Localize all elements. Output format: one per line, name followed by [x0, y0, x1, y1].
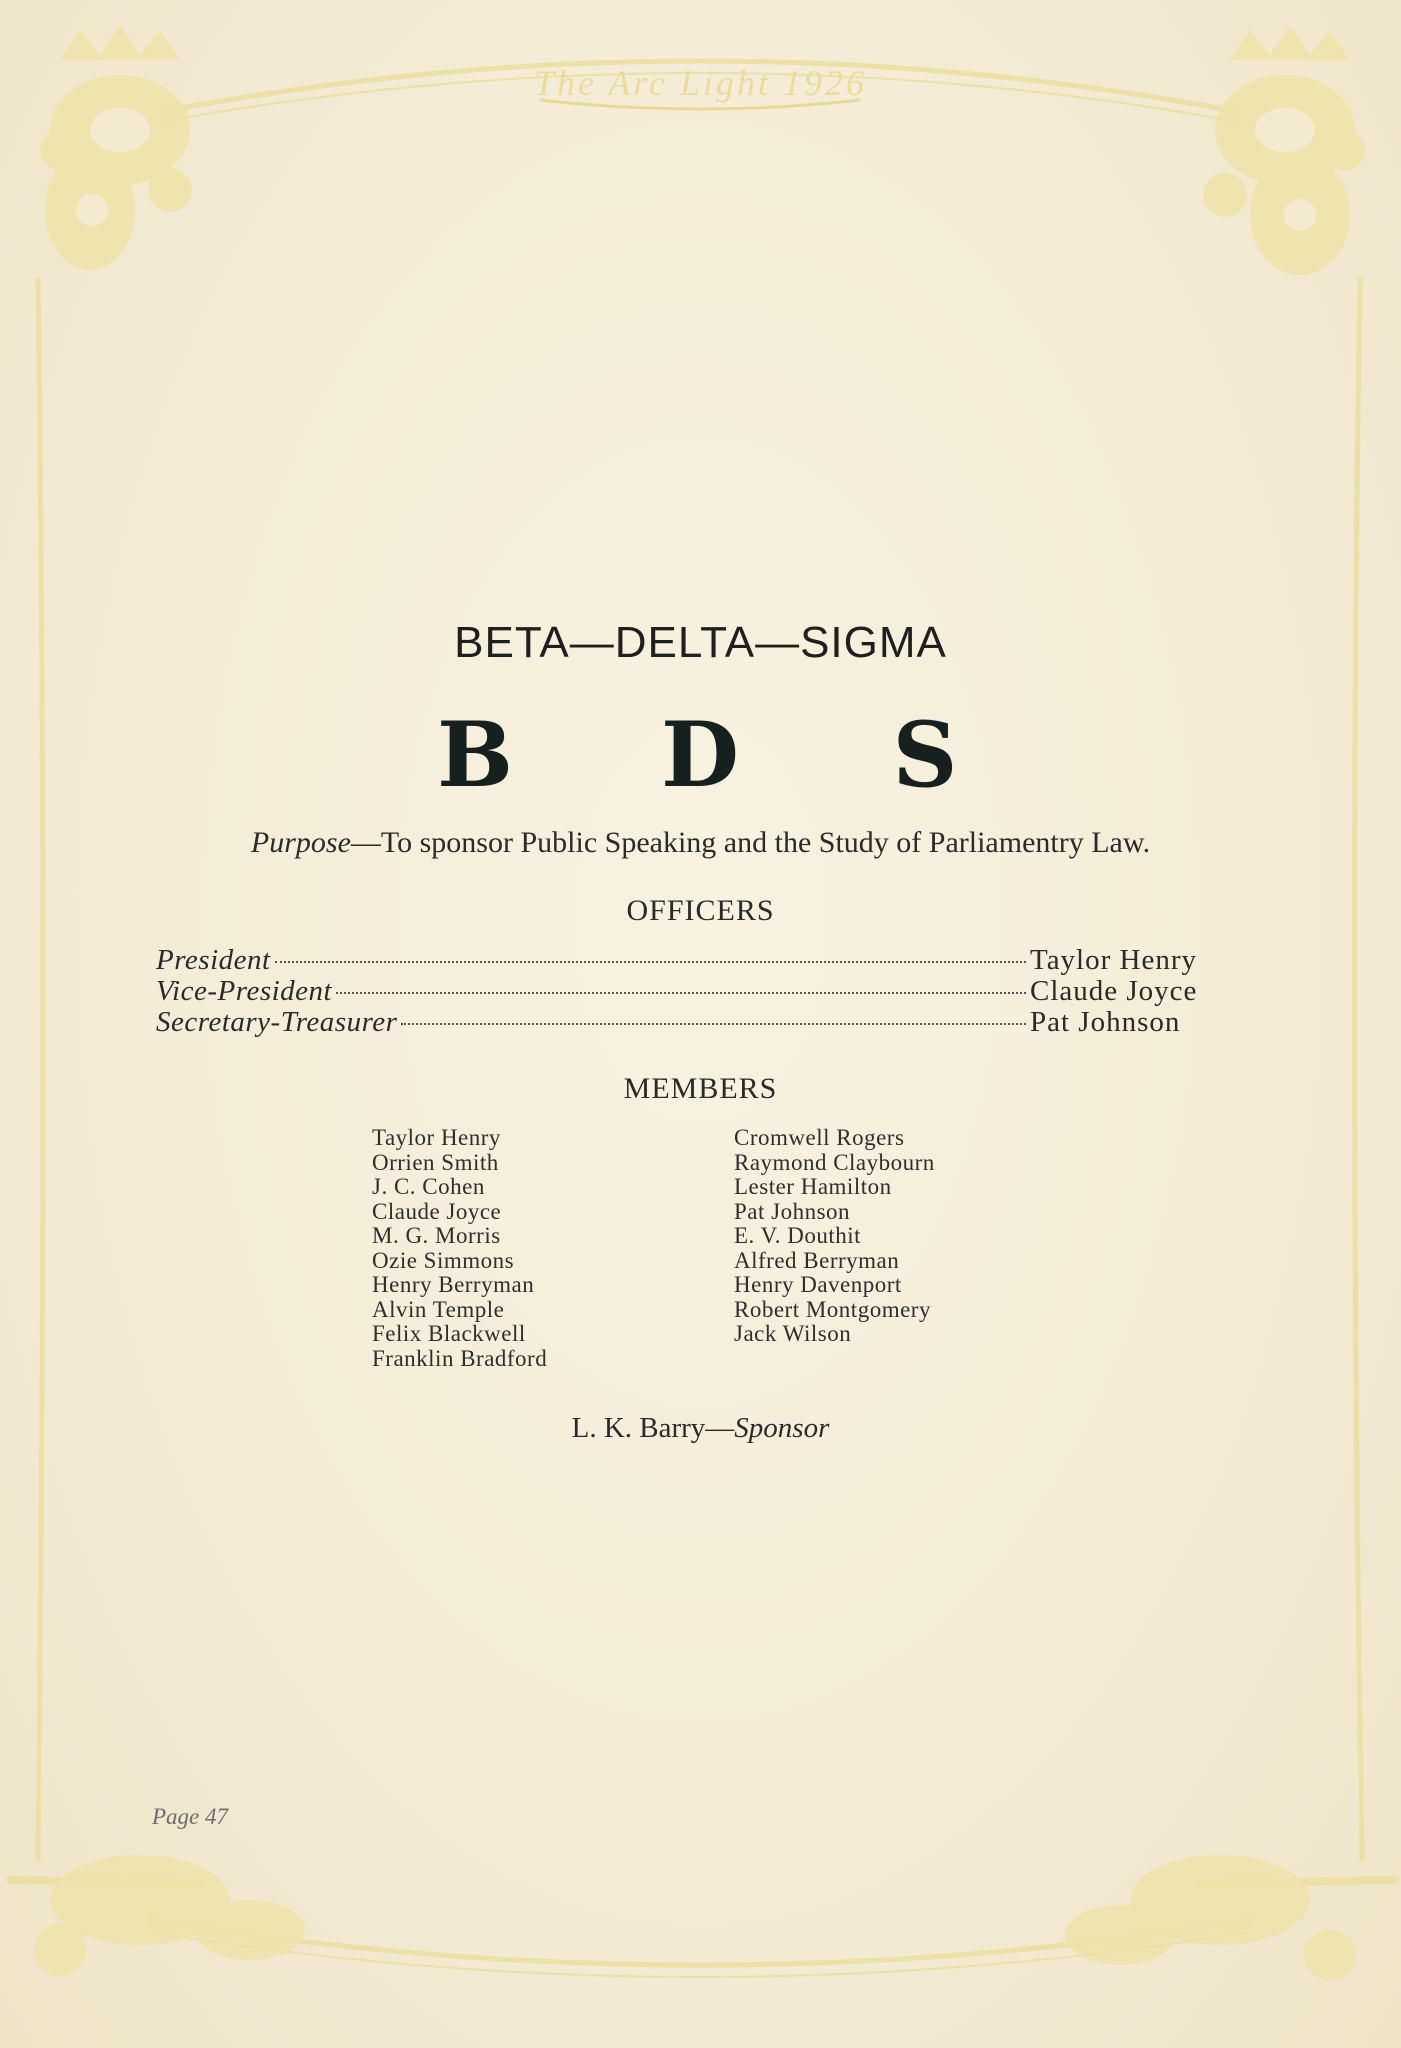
members-column-left [372, 1126, 734, 1371]
member-name: Robert Montgomery [734, 1296, 931, 1322]
member-name: Pat Johnson [734, 1198, 851, 1224]
member-name: J. C. Cohen [372, 1174, 485, 1199]
member-name: Lester Hamilton [734, 1174, 892, 1199]
greek-letter-d: D [660, 702, 740, 808]
purpose-statement [0, 826, 1401, 860]
officer-role: President [156, 944, 271, 976]
member-name: Felix Blackwell [372, 1321, 526, 1346]
officers-heading: OFFICERS [626, 894, 775, 927]
officer-row-secretary-treasurer [156, 1006, 1230, 1037]
sponsor-role: Sponsor [734, 1412, 830, 1444]
officers-list [156, 944, 1230, 1037]
page-number: Page 47 [152, 1804, 229, 1829]
member-name: Claude Joyce [372, 1198, 502, 1224]
member-name: Henry Berryman [372, 1272, 535, 1297]
officer-name: Taylor Henry [1030, 944, 1197, 976]
member-name: Orrien Smith [372, 1149, 499, 1175]
greek-letters [420, 700, 980, 810]
members-list [372, 1126, 1052, 1371]
greek-letter-b: B [436, 702, 514, 808]
officer-role: Secretary-Treasurer [156, 1006, 398, 1038]
member-name: Raymond Claybourn [734, 1149, 935, 1175]
member-name: Taylor Henry [372, 1125, 501, 1150]
right-border-line [1354, 280, 1362, 1860]
member-name: Henry Davenport [734, 1272, 902, 1297]
member-name: E. V. Douthit [734, 1223, 862, 1248]
purpose-label: Purpose [250, 826, 351, 859]
member-name: Cromwell Rogers [734, 1125, 905, 1150]
members-column-right [734, 1126, 935, 1371]
sponsor-line: L. K. Barry—Sponsor [571, 1412, 830, 1444]
member-name: Alfred Berryman [734, 1247, 900, 1273]
officer-row-president [156, 944, 1230, 975]
dot-leader [275, 961, 1026, 963]
officer-name: Pat Johnson [1030, 1006, 1181, 1038]
members-heading: MEMBERS [623, 1072, 778, 1105]
member-name: Alvin Temple [372, 1296, 505, 1322]
member-name: Franklin Bradford [372, 1345, 548, 1371]
running-header: The Arc Light 1926 [533, 63, 868, 103]
member-name: Ozie Simmons [372, 1247, 515, 1273]
greek-letter-s: S [892, 702, 958, 808]
corner-ornament-bottom-right [1065, 1855, 1356, 1981]
member-name: Jack Wilson [734, 1321, 852, 1346]
member-name: M. G. Morris [372, 1223, 501, 1248]
officer-role: Vice-President [156, 975, 333, 1007]
dot-leader [336, 992, 1026, 994]
officer-name: Claude Joyce [1030, 975, 1198, 1007]
corner-ornament-bottom-left [34, 1855, 305, 1976]
officer-row-vice-president [156, 975, 1230, 1006]
left-border-line [38, 280, 43, 1860]
dot-leader [401, 1023, 1026, 1025]
purpose-text: —To sponsor Public Speaking and the Study of Parliamentry Law. [350, 826, 1151, 859]
page-title: BETA—DELTA—SIGMA [454, 618, 947, 667]
sponsor-name: L. K. Barry [571, 1412, 706, 1444]
